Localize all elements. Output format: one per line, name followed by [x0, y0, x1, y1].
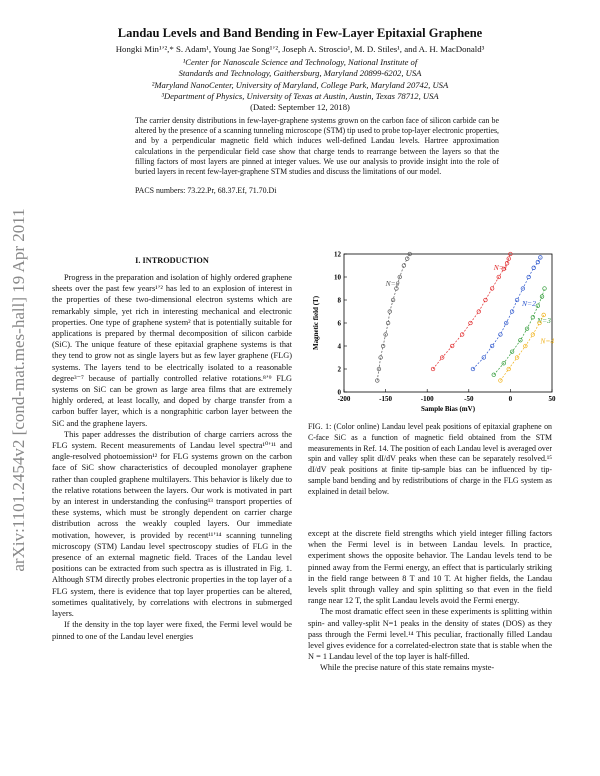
paragraph-intro-3: If the density in the top layer were fixed, the Fermi level would be pinned to one of the Landau level energies [52, 620, 292, 641]
y-tick-label: 8 [337, 296, 341, 305]
affiliation-1a: ¹Center for Nanoscale Science and Technology, National Institute of [182, 57, 418, 67]
y-tick-label: 12 [334, 250, 341, 259]
y-tick-label: 2 [337, 365, 341, 374]
affiliation-1b: Standards and Technology, Gaithersburg, Maryland 20899-6202, USA [178, 68, 422, 78]
series-label: N=3 [537, 316, 551, 325]
x-tick-label: -100 [420, 395, 434, 403]
series-line-0 [377, 254, 409, 381]
figure-1-chart [308, 244, 560, 416]
x-tick-label: 50 [548, 395, 556, 403]
data-point [471, 367, 475, 371]
series-line-2 [473, 258, 540, 370]
paper-title: Landau Levels and Band Bending in Few-Layer Epitaxial Graphene [117, 26, 483, 40]
author-list: Hongki Min¹ʼ²,* S. Adam¹, Young Jae Song¹ʼ², Joseph A. Stroscio¹, M. D. Stiles¹, and A. H. MacDonald³ [115, 44, 485, 54]
data-point [543, 287, 547, 291]
data-point [484, 298, 488, 302]
data-point [402, 264, 406, 268]
data-point [510, 310, 514, 314]
x-tick-label: -50 [464, 395, 474, 403]
section-heading: I. INTRODUCTION [135, 256, 209, 265]
paragraph-intro-1: Progress in the preparation and isolation of highly ordered graphene sheets over the past few years¹ʼ² has led to an explosion of interest in the properties of these two-dimensional electron systems which are remarkably simple, yet rich in interesting mechanical and electronic properties. One type of graphene system² that is potentially suitable for applications is prepared by thermal decomposition of silicon carbide (SiC). The unique feature of these epitaxial graphene systems is that they tend to grow not as single layers but as few layer graphene (FLG) systems. The layers tend to be electrically isolated to a reasonable degree³⁻⁷ because of partially controlled relative rotations.⁸ʼ⁹ FLG systems on SiC can be grown as large area films that are extremely highly ordered, at least locally, and doped by charge transfer from a carbon buffer layer, which is a nongraphitic carbon layer between the SiC and the graphene layers. [52, 273, 292, 428]
y-tick-label: 4 [337, 342, 341, 351]
data-point [405, 257, 409, 261]
data-point [460, 333, 464, 337]
data-point [469, 321, 473, 325]
y-tick-label: 6 [337, 319, 341, 328]
plot-frame [344, 254, 555, 392]
data-point [539, 256, 543, 260]
paragraph-right-3: While the precise nature of this state remains myste- [320, 663, 495, 673]
affiliation-3: ³Department of Physics, University of Texas at Austin, Austin, Texas 78712, USA [161, 91, 439, 101]
paragraph-intro-2: This paper addresses the distribution of charge carriers across the FLG system. Recent measurements of Landau level spectra¹⁰ʼ¹¹ and angle-resolved photoemission¹² for FLG systems grown on the carbon face of SiC show characteristics of decoupled monolayer graphene rather than coupled graphene multilayers. This behavior is likely due to the relative rotations between the layers. Our work is motivated in part by an interest in understanding the confusing¹³ transport properties of these systems, which must be strongly dependent on carrier charge distribution across the weakly coupled layers. Our immediate motivation, however, is provided by recent¹¹ʼ¹⁴ scanning tunneling microscopy (STM) Landau level spectroscopy studies of FLG in the presence of an external magnetic field. Traces of the Landau level positions can be extracted from such spectra as is illustrated in Fig. 1. Although STM directly probes electronic properties in the top layer of a FLG system, there is evidence that top layer properties can be altered, sometimes qualitatively, by correlations with electrons in submerged layers. [52, 429, 292, 619]
dated-line: (Dated: September 12, 2018) [250, 102, 350, 112]
arxiv-identifier: arXiv:1101.2454v2 [cond-mat.mes-hall] 19 Apr 2011 [9, 208, 28, 572]
data-point [499, 333, 503, 337]
data-point [531, 315, 535, 319]
affiliation-2: ²Maryland NanoCenter, University of Maryland, College Park, Maryland 20742, USA [151, 80, 449, 90]
pacs-numbers: PACS numbers: 73.22.Pr, 68.37.Ef, 71.70.Di [135, 186, 277, 195]
x-tick-label: -150 [379, 395, 393, 403]
data-point [490, 287, 494, 291]
series-label: N=0 [385, 279, 400, 289]
x-tick-label: -200 [337, 395, 351, 403]
arxiv-sidebar [4, 160, 34, 620]
data-point [532, 266, 536, 270]
data-point [527, 275, 531, 279]
series-line-3 [494, 289, 545, 375]
x-axis-label: Sample Bias (mV) [420, 405, 476, 413]
paragraph-right-1: except at the discrete field strengths which yield integer filling factors when the Fermi level is in between Landau levels. In practice, experiment shows the opposite behavior. The Landau levels tend to be pinned away from the Fermi energy, an effect that is particularly striking in the field range between 8 T and 10 T. At higher fields, the Landau levels split through valley and spin splitting so that even in the field range near 12 T, the split Landau levels avoid the Fermi energy. [308, 529, 552, 606]
paragraph-right-2: The most dramatic effect seen in these experiments is splitting within spin- and valley-split N=1 peaks in the density of states (DOS) as they pass through the Fermi level.¹⁴ This peculiar, fractionally filled Landau level gives evidence for a correlated-electron state that is stable when the N = 1 Landau level of the top layer is half-filled. [308, 607, 552, 662]
series-label: N=2 [522, 298, 536, 308]
series-label: N=1 [493, 263, 508, 273]
abstract: The carrier density distributions in few-layer-graphene systems grown on the carbon face of silicon carbide can be altered by the presence of a scanning tunneling microscope (STM) tip used to probe top-layer electronic properties, and by a perpendicular magnetic field which induces well-defined Landau levels. Hartree approximation calculations in the perpendicular field case show that charge tends to rearrange between the layers so that the filling factors of most layers are pinned at integer values. We use our analysis to provide insight into the role of buried layers in recent few-layer-graphene STM studies and discuss the limitations of our model. [135, 116, 499, 177]
right-column [308, 528, 552, 674]
left-column [52, 272, 292, 642]
x-tick-label: 0 [508, 395, 513, 403]
series-label: N=4 [540, 336, 555, 346]
y-tick-label: 0 [337, 388, 341, 397]
data-point [536, 260, 540, 264]
y-tick-label: 10 [334, 273, 341, 282]
y-axis-label: Magnetic field (T) [312, 295, 320, 351]
figure-1-caption: FIG. 1: (Color online) Landau level peak positions of epitaxial graphene on C-face SiC as a function of magnetic field obtained from the STM measurements in Ref. 14. The position of each Landau level is averaged over spin and valley split dI/dV peaks when these can be separately resolved.¹⁵ dI/dV peak positions at finite tip-sample bias can be influenced by tip-sample band bending and by redistributions of charge in the FLG system as explained in detail below. [308, 422, 552, 496]
